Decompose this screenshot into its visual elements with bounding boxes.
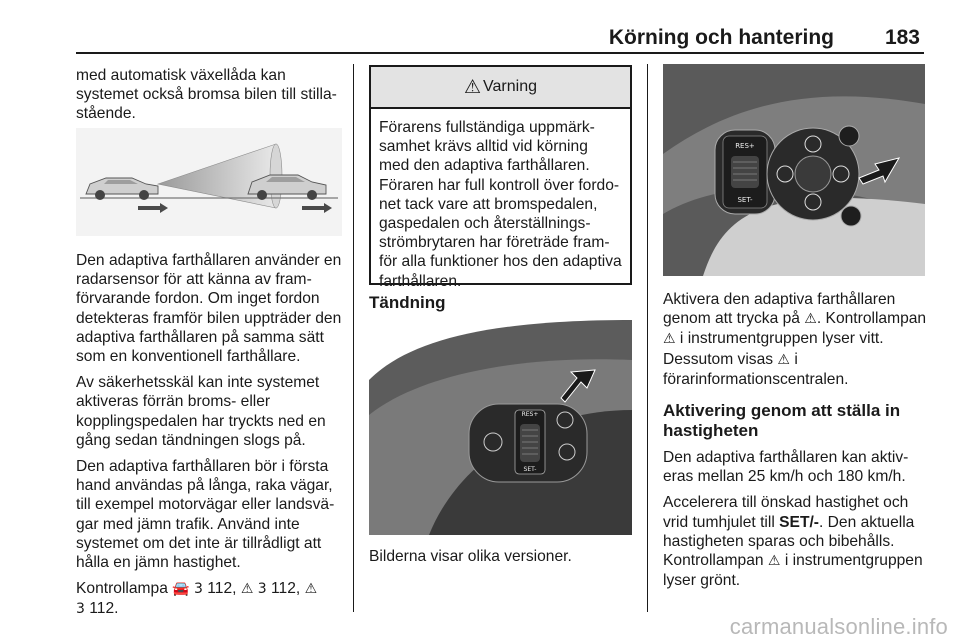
warning-text: Förarens fullständiga uppmärksamhet krävs alltid vid körning med den adaptiva farthållaren. Föraren har full kontroll över fordonet tack vare att bromspedalen, gaspedalen och återställningsströmbrytaren har företräde framför alla funktioner hos den adaptiva farthållaren.: [379, 119, 622, 290]
set-label: SET-: [523, 466, 537, 473]
paragraph: med automatisk växellåda kan systemet också bromsa bilen till stillastående.: [76, 67, 337, 123]
page-reference[interactable]: 112: [271, 580, 296, 598]
vehicle-ahead-icon: ⚠: [804, 311, 817, 328]
paragraph: Accelerera till önskad hastighet och vrid tumhjulet till SET/-. Den aktuella hastigheten sparas och bibehålls. Kontrollampan ⚠ i instrumentgruppen lyser grönt.: [663, 494, 923, 590]
page-reference[interactable]: 112: [89, 600, 115, 618]
res-label: RES+: [521, 411, 539, 418]
cruise-control-icon: ⚠: [767, 553, 781, 570]
car-icon: 🚘: [172, 581, 190, 598]
warning-triangle-icon: ⚠: [463, 76, 482, 98]
section-heading: Tändning: [369, 293, 446, 312]
section-heading: Aktivering genom att ställa in hastigheten: [663, 401, 901, 441]
distance-icon: [841, 206, 861, 226]
watermark: carmanualsonline.info: [729, 614, 948, 639]
vehicle-ahead-icon: ⚠: [777, 351, 790, 368]
column-divider-1: [353, 64, 354, 612]
warning-title: Varning: [483, 78, 537, 95]
header-rule: [76, 52, 924, 54]
paragraph: Av säkerhetsskäl kan inte systemet aktiveras förrän broms- eller kopplingspedalen har tryckts ned en gång sedan tändningen slogs på.: [76, 374, 326, 449]
running-header-title: Körning och hantering: [608, 26, 834, 49]
warning-header: [371, 67, 630, 109]
column-1-body: [76, 251, 342, 627]
figure-caption: Bilderna visar olika versioner.: [369, 548, 572, 565]
paragraph: Den adaptiva farthållaren använder en radarsensor för att känna av framförvarande fordon. Om inget fordon detekteras framför bilen uppträder den adaptiva farthållaren på samma sätt som en konventionell farthållare.: [76, 252, 342, 366]
page-number: 183: [884, 26, 920, 49]
paragraph: Den adaptiva farthållaren bör i första hand användas på långa, raka vägar, till exempel motorvägar eller landsvägar med jämn trafik. Använd inte systemet om det inte är tillrådligt att hålla en jämn hastighet.: [76, 458, 335, 572]
page-arrow-icon: 3: [194, 581, 203, 598]
paragraph: Aktivera den adaptiva farthållaren genom att trycka på ⚠. Kontrollampan ⚠ i instrumentgruppen lyser vitt. Dessutom visas ⚠ i förarinformationscentralen.: [663, 291, 927, 388]
cross-reference-line: Kontrollampa 🚘 3 112, ⚠ 3 112, ⚠ 3 112.: [76, 580, 318, 618]
column-3-body: [663, 290, 927, 597]
lane-assist-icon: [839, 126, 859, 146]
page-arrow-icon: 3: [257, 581, 267, 598]
set-label: SET-: [737, 196, 753, 204]
vehicle-ahead-icon: ⚠: [304, 581, 318, 598]
page-arrow-icon: 3: [76, 601, 85, 618]
steering-wheel-illustration-1: [369, 320, 632, 535]
page-reference[interactable]: 112: [207, 580, 233, 598]
paragraph: Den adaptiva farthållaren kan aktiveras mellan 25 km/h och 180 km/h.: [663, 449, 909, 486]
column-divider-2: [647, 64, 648, 612]
cruise-control-icon: ⚠: [240, 581, 254, 598]
cruise-control-icon: ⚠: [663, 331, 676, 348]
set-control-label: SET/-: [779, 513, 819, 531]
warning-box: [369, 65, 632, 290]
column-1-top: [76, 66, 342, 131]
steering-wheel-illustration-2: [663, 64, 925, 276]
radar-illustration: [76, 128, 342, 236]
res-label: RES+: [735, 142, 755, 150]
